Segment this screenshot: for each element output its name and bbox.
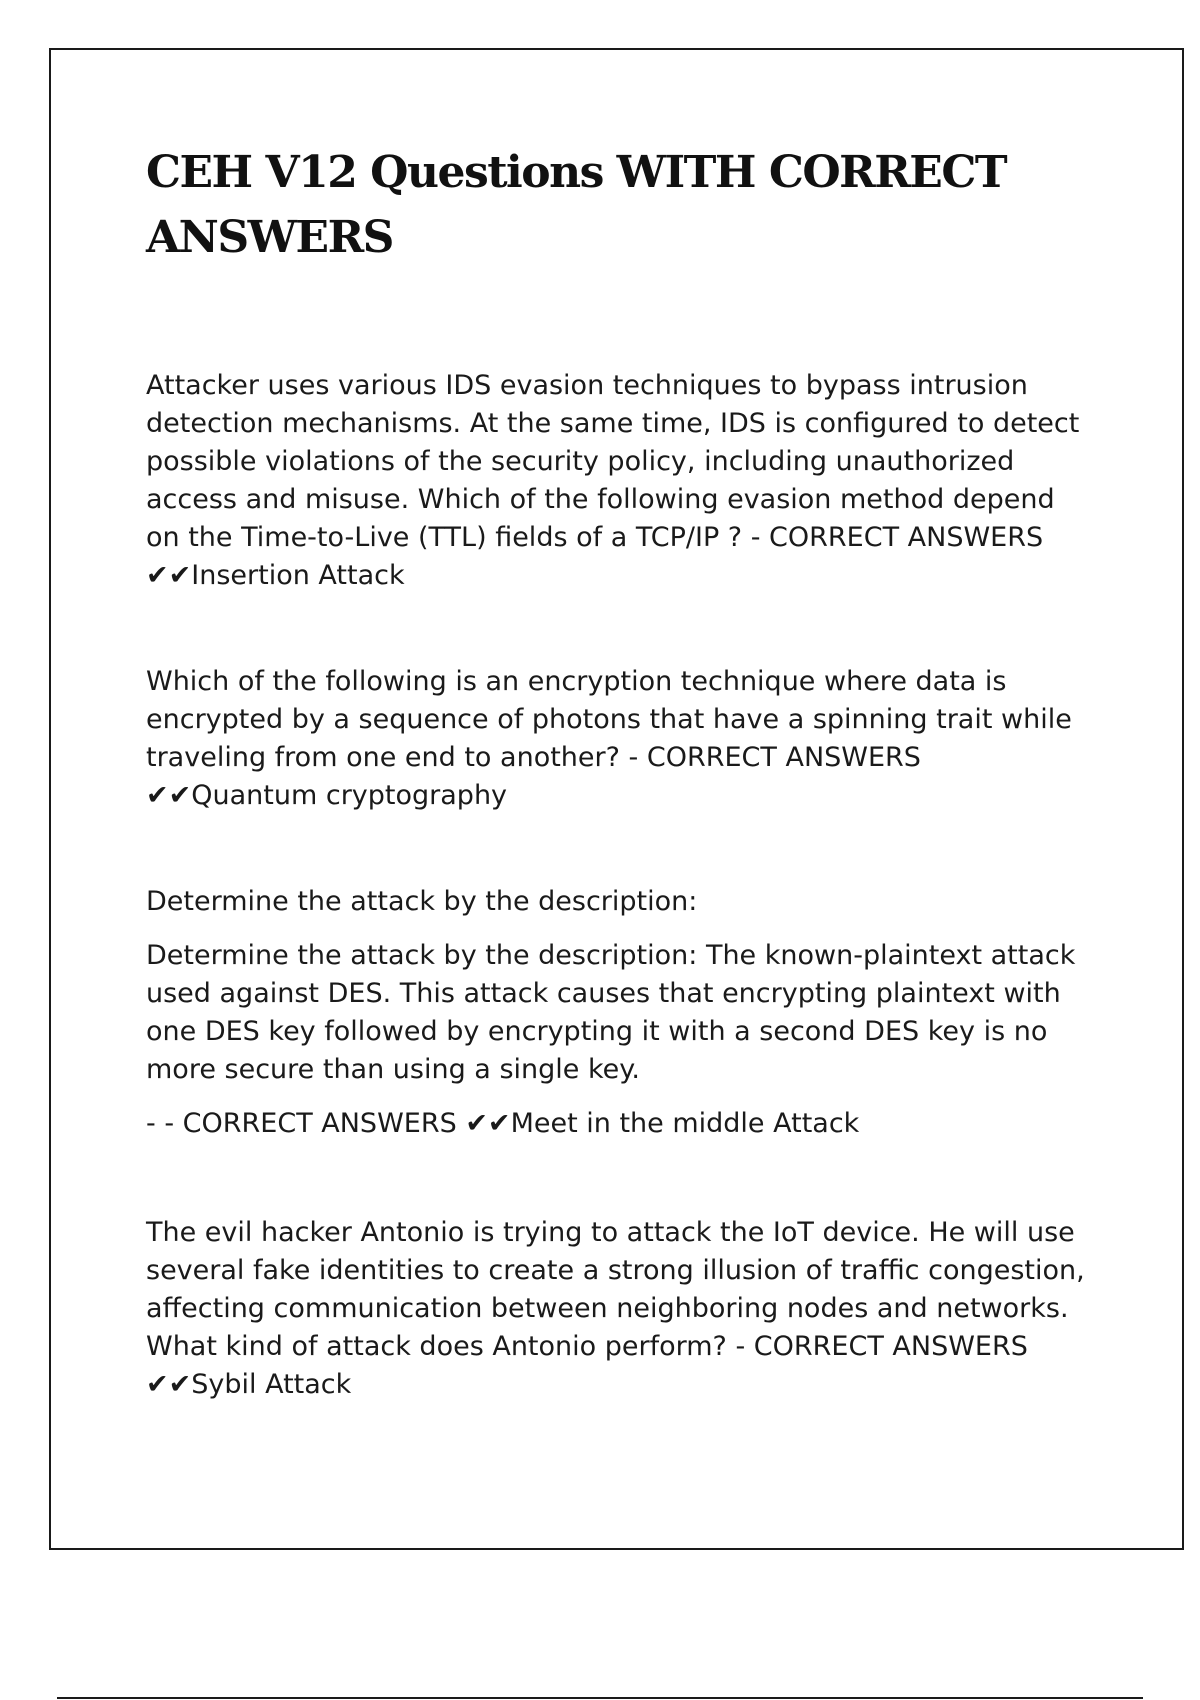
qa-text [146,367,1096,595]
footer-divider [57,1697,1143,1699]
qa-item [146,663,1096,815]
qa-item [146,883,1096,1143]
answer-text: Quantum cryptography [191,780,508,811]
checkmark-icon: ✔✔ [146,1369,192,1400]
qa-item [146,367,1096,595]
question-text: The evil hacker Antonio is trying to attack the IoT device. He will use several fake identities to create a strong illusion of traffic congestion, affecting communication between neighboring nodes and networks. What kind of attack does Antonio perform? - CORRECT ANSWERS [146,1217,1085,1362]
answer-prefix: - - CORRECT ANSWERS [146,1108,466,1139]
checkmark-icon: ✔✔ [146,780,192,811]
qa-item [146,1214,1096,1404]
qa-text [146,1214,1096,1404]
answer-text: Insertion Attack [191,560,405,591]
question-text: Determine the attack by the description: The known-plaintext attack used against DES. This attack causes that encrypting plaintext with one DES key followed by encrypting it with a second DES key is no more secure than using a single key. [146,940,1076,1085]
question-text: Attacker uses various IDS evasion techniques to bypass intrusion detection mechanisms. At the same time, IDS is configured to detect possible violations of the security policy, including unauthorized access and misuse. Which of the following evasion method depend on the Time-to-Live (TTL) fields of a TCP/IP ? - CORRECT ANSWERS [146,370,1080,553]
question-lead: Determine the attack by the description: [146,886,698,917]
question-text: Which of the following is an encryption technique where data is encrypted by a sequence of photons that have a spinning trait while traveling from one end to another? - CORRECT ANSWERS [146,666,1072,773]
checkmark-icon: ✔✔ [465,1108,511,1139]
checkmark-icon: ✔✔ [146,560,192,591]
answer-text: Meet in the middle Attack [510,1108,860,1139]
answer-line [146,1105,1096,1143]
qa-text [146,663,1096,815]
answer-text: Sybil Attack [191,1369,352,1400]
document-title: CEH V12 Questions WITH CORRECT ANSWERS [146,147,1007,263]
